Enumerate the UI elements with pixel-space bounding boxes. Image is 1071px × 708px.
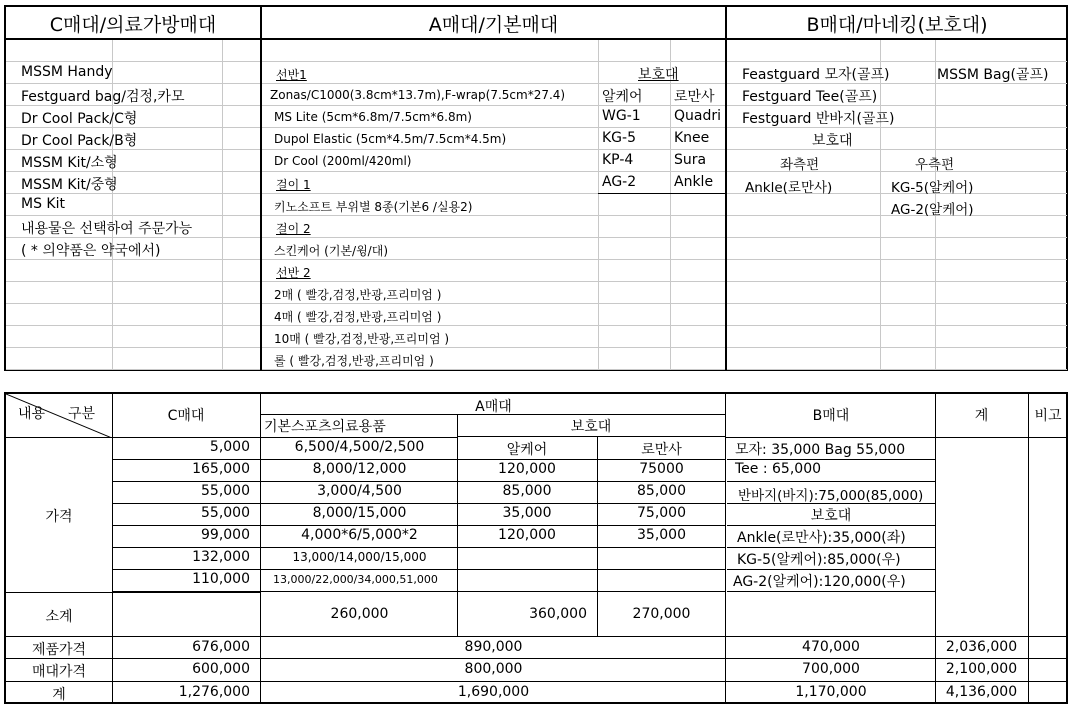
grid-col-line [222, 40, 223, 370]
col-header-note: 비고 [1034, 408, 1062, 424]
grid-row-line [262, 149, 725, 150]
price-row-line [727, 459, 935, 460]
corner-label-content: 내용 [18, 406, 46, 422]
b-price: Ankle(로만사):35,000(좌) [737, 530, 906, 546]
corner-label-category: 구분 [68, 406, 96, 422]
c-item: Festguard bag/검정,카모 [21, 89, 185, 105]
b-guard-title: 보호대 [812, 133, 853, 149]
grid-col-line [880, 40, 881, 370]
a-guard-roman: 로만사 [674, 89, 715, 105]
a-shelf-label: 선반 2 [276, 266, 311, 280]
stand-price-total: 2,100,000 [945, 661, 1018, 677]
a-basic-price: 13,000/14,000/15,000 [292, 550, 427, 564]
c-price: 55,000 [201, 483, 250, 499]
grid-row-line [262, 171, 725, 172]
grid-row-line [727, 303, 1067, 304]
grid-row-line [727, 61, 1067, 62]
grid-row-line [727, 369, 1067, 370]
grid-row-line [262, 61, 725, 62]
a-alcare-price: 85,000 [502, 483, 552, 499]
grid-row-line [727, 347, 1067, 348]
c-price: 99,000 [201, 527, 250, 543]
c-item: Dr Cool Pack/C형 [21, 111, 138, 127]
a-guard-roman: Quadri [674, 108, 722, 124]
price-row-line [260, 437, 457, 438]
a-item: Dr Cool (200ml/420ml) [274, 154, 412, 168]
stand-price-label: 매대가격 [31, 664, 87, 680]
product-price-b: 470,000 [802, 639, 860, 655]
c-item: MS Kit [21, 196, 65, 212]
a-guard-alcare: KP-4 [602, 152, 634, 168]
price-row-line [112, 547, 262, 548]
price-row-line [112, 503, 262, 504]
c-item: 내용물은 선택하여 주문가능 [21, 221, 193, 237]
a-guard-roman: Sura [674, 152, 707, 168]
c-item: ( * 의약품은 약국에서) [21, 243, 161, 259]
subtotal-alcare: 360,000 [529, 606, 587, 622]
price-row-line [727, 591, 935, 592]
a-item: 4매 ( 빨강,검정,반광,프리미엄 ) [274, 310, 442, 324]
a-guard-alcare: 알케어 [602, 89, 643, 105]
grid-row-line [727, 281, 1067, 282]
product-price-c: 676,000 [192, 639, 250, 655]
b-price: AG-2(알케어):120,000(우) [733, 574, 906, 590]
grid-row-line [262, 259, 725, 260]
grid-row-line [262, 303, 725, 304]
b-price: 모자: 35,000 Bag 55,000 [735, 442, 906, 458]
grid-col-line [670, 40, 671, 370]
price-row-line [457, 569, 725, 570]
sum-b: 1,170,000 [795, 684, 867, 700]
grid-row-line [262, 105, 725, 106]
c-price: 165,000 [192, 461, 250, 477]
col-header-a-guard: 보호대 [570, 419, 612, 435]
a-shelf-label: 선반1 [276, 68, 307, 82]
price-row-line [457, 503, 725, 504]
b-price: Tee : 65,000 [735, 461, 822, 477]
grid-row-line [727, 259, 1067, 260]
a-item: 롤 ( 빨강,검정,반광,프리미엄 ) [274, 354, 434, 368]
product-price-total: 2,036,000 [945, 639, 1018, 655]
b-item: Festguard 반바지(골프) [742, 111, 895, 127]
product-price-a: 890,000 [464, 639, 523, 655]
c-price: 5,000 [209, 439, 250, 455]
a-roman-price: 75000 [639, 461, 684, 477]
b-left-item: Ankle(로만사) [745, 180, 833, 196]
price-row-line [6, 592, 260, 593]
c-item: MSSM Kit/중형 [21, 177, 118, 193]
grid-row-line [262, 215, 725, 216]
b-item: Festguard Tee(골프) [742, 89, 878, 105]
sum-a: 1,690,000 [457, 684, 530, 700]
c-item: Dr Cool Pack/B형 [21, 133, 138, 149]
header-b-stand: B매대/마네킹(보호대) [806, 14, 988, 36]
a-guard-roman: Knee [674, 130, 710, 146]
sum-label: 계 [52, 687, 66, 703]
a-basic-price: 8,000/12,000 [312, 461, 407, 477]
c-item: MSSM Kit/소형 [21, 155, 118, 171]
stand-price-c: 600,000 [192, 661, 250, 677]
a-guard-alcare: WG-1 [602, 108, 641, 124]
price-row-line [727, 525, 935, 526]
sum-c: 1,276,000 [178, 684, 250, 700]
price-row-line [260, 569, 457, 570]
price-row-line [727, 481, 935, 482]
price-row-line [457, 525, 725, 526]
header-c-stand: C매대/의료가방매대 [49, 14, 217, 36]
b-price-guard-title: 보호대 [810, 508, 852, 524]
subtotal-basic: 260,000 [330, 606, 389, 622]
price-row-line [112, 481, 262, 482]
b-price: KG-5(알케어):85,000(우) [737, 552, 901, 568]
price-row-line [260, 503, 457, 504]
b-item-bag: MSSM Bag(골프) [937, 67, 1049, 83]
b-item-cap: Feastguard 모자(골프) [742, 67, 890, 83]
a-item: 10매 ( 빨강,검정,반광,프리미엄 ) [274, 332, 450, 346]
price-row-line [935, 437, 1068, 438]
top-divider-ca [260, 5, 262, 371]
a-roman-price: 75,000 [637, 505, 686, 521]
a-basic-price: 6,500/4,500/2,500 [294, 439, 425, 455]
top-header-line [4, 38, 1068, 40]
top-divider-ab [725, 5, 727, 371]
product-price-label: 제품가격 [31, 642, 87, 658]
stand-price-a: 800,000 [464, 661, 523, 677]
price-row-line [457, 547, 725, 548]
c-price: 132,000 [192, 549, 250, 565]
price-row-label: 가격 [45, 509, 73, 525]
grid-row-line [727, 325, 1067, 326]
col-header-a-basic: 기본스포츠의료용품 [264, 419, 386, 435]
b-right-title: 우측편 [915, 157, 955, 173]
b-left-title: 좌측편 [780, 157, 820, 173]
price-row-line [725, 437, 935, 438]
a-hanger-label: 걸이 1 [276, 178, 311, 192]
grid-row-line [262, 127, 725, 128]
col-header-total: 계 [974, 408, 989, 424]
price-row-line [112, 569, 262, 570]
c-price: 110,000 [192, 571, 250, 587]
price-row-line [457, 459, 725, 460]
a-item: 스킨케어 (기본/윙/대) [274, 244, 389, 258]
grid-row-line [262, 325, 725, 326]
price-row-line [6, 658, 1068, 659]
a-basic-price: 8,000/15,000 [312, 505, 407, 521]
a-guard-roman: Ankle [674, 174, 714, 190]
a-item: Dupol Elastic (5cm*4.5m/7.5cm*4.5m) [274, 132, 507, 146]
b-right-item: KG-5(알케어) [891, 180, 974, 196]
grid-row-line [262, 281, 725, 282]
a-alcare-price: 120,000 [498, 461, 556, 477]
grid-row-line [727, 237, 1067, 238]
price-row-line [727, 569, 935, 570]
price-row-line [112, 525, 262, 526]
grid-row-line [262, 347, 725, 348]
price-row-line [457, 481, 725, 482]
price-row-line [260, 481, 457, 482]
col-header-a: A매대 [475, 399, 512, 415]
price-row-line [260, 547, 457, 548]
grid-col-line [598, 40, 599, 370]
a-basic-price: 13,000/22,000/34,000,51,000 [273, 573, 438, 586]
a-alcare-price: 35,000 [502, 505, 552, 521]
a-item: Zonas/C1000(3.8cm*13.7m),F-wrap(7.5cm*27.4) [270, 88, 566, 102]
col-header-alcare: 알케어 [506, 442, 548, 458]
a-item: 2매 ( 빨강,검정,반광,프리미엄 ) [274, 288, 442, 302]
a-roman-price: 85,000 [637, 483, 686, 499]
c-item: MSSM Handy [21, 64, 113, 80]
price-row-line [260, 591, 725, 592]
a-item: MS Lite (5cm*6.8m/7.5cm*6.8m) [274, 110, 472, 124]
col-header-b: B매대 [812, 408, 850, 424]
grid-row-line [727, 171, 1067, 172]
grid-row-line [262, 369, 725, 370]
c-price: 55,000 [201, 505, 250, 521]
a-alcare-price: 120,000 [498, 527, 556, 543]
price-row-line [260, 459, 457, 460]
b-right-item: AG-2(알케어) [891, 202, 974, 218]
a-hanger-label: 걸이 2 [276, 222, 311, 236]
grid-row-line [262, 237, 725, 238]
grid-row-line [727, 149, 1067, 150]
price-row-line [457, 436, 725, 437]
a-basic-price: 3,000/4,500 [317, 483, 402, 499]
b-price: 반바지(바지):75,000(85,000) [738, 488, 924, 504]
price-row-line [727, 547, 935, 548]
subtotal-label: 소계 [45, 609, 73, 625]
a-basic-price: 4,000*6/5,000*2 [301, 527, 418, 543]
col-header-roman: 로만사 [641, 442, 682, 458]
guard-block-line [598, 193, 725, 194]
a-guard-title: 보호대 [638, 67, 679, 83]
stand-price-b: 700,000 [802, 661, 860, 677]
price-row-line [6, 636, 1068, 637]
price-row-line [260, 525, 457, 526]
col-header-c: C매대 [167, 408, 205, 424]
price-row-line [6, 681, 1068, 682]
sum-total: 4,136,000 [945, 684, 1018, 700]
subtotal-roman: 270,000 [632, 606, 691, 622]
a-guard-alcare: AG-2 [602, 174, 637, 190]
header-a-stand: A매대/기본매대 [428, 14, 559, 36]
a-guard-alcare: KG-5 [602, 130, 636, 146]
price-row-line [112, 459, 262, 460]
a-roman-price: 35,000 [637, 527, 686, 543]
a-item: 키노소프트 부위별 8종(기본6 /실용2) [274, 200, 473, 214]
